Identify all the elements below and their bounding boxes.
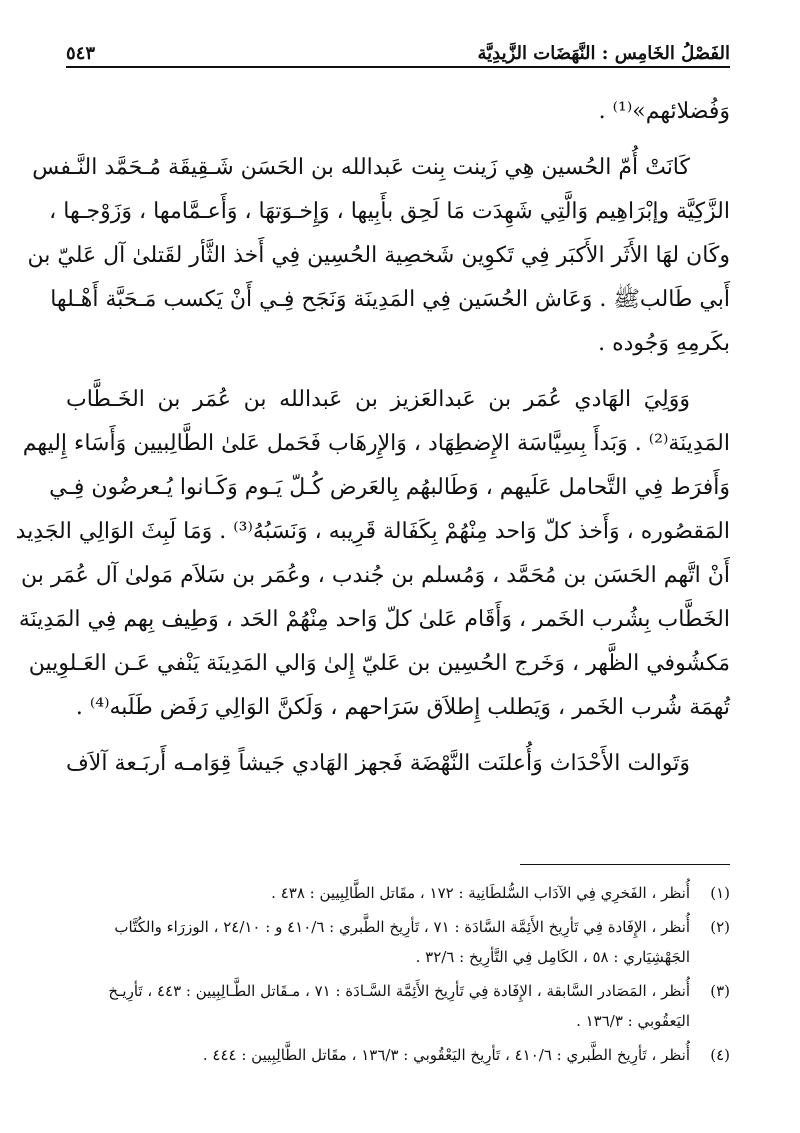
footnotes — [66, 878, 730, 1074]
footnote-line: اليَعقُوبي : ١٣٦/٣ . — [576, 1012, 690, 1030]
footnote-number: (٣) — [710, 982, 730, 1000]
text-line: بكَرمِهِ وَجُوده . — [598, 331, 730, 356]
body-text — [15, 90, 730, 786]
text-line: المَقصُوره ، وَأَخذ كلّ وَاحد مِنْهُمْ بِكَفَالة قَرِيبه ، وَنَسَبُهُ⁽³⁾ . وَمَا لَبِثَ الوَالِي الجَدِيد — [15, 519, 730, 544]
paragraph-governor — [15, 378, 730, 730]
footnote — [66, 1040, 730, 1070]
text-line: الزَّكِيَّة وإبْرَاهِيم وَالَّتِي شَهِدَت مَا لَحِق بأَبِيها ، وَإِخـوَتهَا ، وَأَعـمَّامها ، وَزَوْجـها ، — [49, 199, 730, 224]
chapter-title: الفَصْلُ الخَامِس : النَّهَضَات الزَّيدِيَّة — [477, 43, 730, 64]
footnote-number: (١) — [710, 884, 730, 902]
text-line: مَكشُوفي الظَّهر ، وَخَرج الحُسِين بن عَليّ إِلىٰ وَالي المَدِينَة يَنْفي عَـن العَـلوِيين — [28, 651, 730, 676]
text-line: وَأَفرَط فِي التَّحامل عَلَيهم ، وَطَالبهُم بِالعَرض كُـلّ يَـوم وَكَـانوا يُـعرضُون فِـي — [49, 475, 730, 500]
footnote-line: أُنظر ، تَأرِيخ الطَّبري : ٤١٠/٦ ، تَأرِيخ اليَعْقُوبي : ١٣٦/٣ ، مقَاتل الطَّالِبِيين : ٤٤٤ . — [202, 1046, 690, 1064]
footnote-number: (٤) — [710, 1046, 730, 1064]
text-line: وكَان لهَا الأَثَر الأَكبَر فِي تَكوِين شَخصِية الحُسِين فِي أَخذ الثَّأر لقَتلىٰ آل عَليّ بن — [27, 243, 730, 268]
footnote — [66, 976, 730, 1036]
text-line: أَنْ اتَّهم الحَسَن بن مُحَمَّد ، وَمُسلم بن جُندب ، وعُمَر بن سَلاَم مَولىٰ آل عُمَر بن — [20, 563, 730, 588]
footnote-text — [66, 878, 690, 908]
running-header — [66, 30, 730, 64]
header-rule — [66, 66, 730, 68]
text-line: وَتَوالت الأَحْدَاث وَأُعلنَت النَّهْضَة فَجهز الهَادي جَيشاً قِوَامـه أَربَـعة آلاَف — [66, 751, 690, 776]
text-line: المَدِينَة⁽²⁾ . وَبَدأَ بِسِيَّاسَة الإِضطِهَاد ، وَالإِرهَاب فَحَمل عَلىٰ الطَّالِبيين وَأَسَاء إِليهم — [22, 431, 730, 456]
text-line: وَوَلِيَ الهَادي عُمَر بن عَبدالعَزيز بن عَبدالله بن عُمَر بن الخَـطَّاب — [66, 387, 690, 412]
page-number: ٥٤٣ — [66, 43, 96, 64]
text-line: أَبي طَالبﷺ . وَعَاش الحُسَين فِي المَدِينَة وَنَجَح فِـي أَنْ يَكسب مَـحَبَّة أَهْـلها — [50, 287, 730, 312]
footnote-line: أُنظر ، الإِفَادة فِي تَأرِيخ الأَئِمَّة السَّادَة : ٧١ ، تَأرِيخ الطَّبري : ٤١٠/٦ و : ٢٤/١٠ ، الوزرَاء والكُتَّاب — [114, 918, 690, 936]
paragraph-continuation — [66, 90, 730, 134]
footnote-rule — [520, 864, 730, 865]
text-line: تُهمَة شُرب الخَمر ، وَيَطلب إِطلاَق سَرَاحهم ، وَلَكنَّ الوَالِي رَفَض طَلَبه⁽⁴⁾ . — [75, 695, 730, 720]
text-line: الخَطَّاب بِشُرب الخَمر ، وَأَقَام عَلىٰ كلّ وَاحد مِنْهُمْ الحَد ، وَطِيف بِهم فِي المَدِينَة — [18, 607, 730, 632]
footnote-text — [66, 976, 690, 1036]
footnote — [66, 912, 730, 972]
footnote-number: (٢) — [710, 918, 730, 936]
footnote — [66, 878, 730, 908]
text-line: كَانَتْ أُمّ الحُسين هِي زَينت بِنت عَبدالله بن الحَسَن شَـقِيقَة مُـحَمَّد النَّـفس — [32, 155, 690, 180]
footnote-line: أُنظر ، الفَخرِي فِي الآدَاب السُّلطَانِية : ١٧٢ ، مقَاتل الطَّالِبِيين : ٤٣٨ . — [271, 884, 690, 902]
footnote-text — [66, 912, 690, 972]
paragraph-mother-of-husayn — [27, 146, 730, 366]
paragraph-events — [66, 742, 730, 786]
footnote-line: أُنظر ، المَصَادر السَّابقة ، الإِفَادة فِي تَأرِيخ الأَئِمَّة السَّـادَة : ٧١ ، مـقَاتل الطَّـالِبِيين : ٤٤٣ ، تَأرِيـخ — [108, 982, 690, 1000]
footnote-text — [66, 1040, 690, 1070]
text-line: وَفُضلائهم»⁽¹⁾ . — [598, 99, 730, 124]
footnote-line: الجَهْشِيَاري : ٥٨ ، الكَامِل فِي التَّأرِيخ : ٣٢/٦ . — [415, 948, 690, 966]
